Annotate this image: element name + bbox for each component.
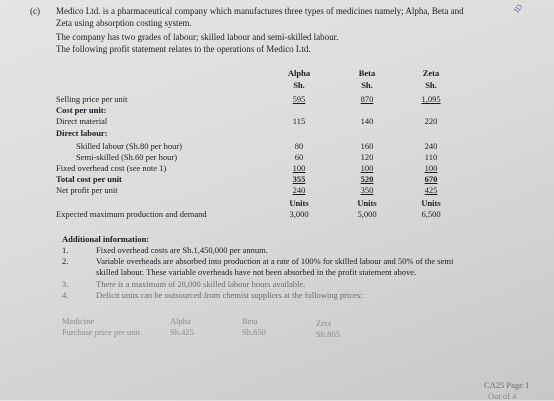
note-3-text: There is a maximum of 28,000 skilled labour hours available. <box>96 279 306 289</box>
purchase-zeta-price: Sh.805 <box>316 329 340 339</box>
cost-heading: Cost per unit: <box>56 105 107 115</box>
purchase-beta-price: Sh.650 <box>242 327 266 337</box>
purchase-medicine-label: Medicine <box>62 316 95 326</box>
fixed-overhead-beta: 100 <box>360 163 374 173</box>
direct-material-beta: 140 <box>360 116 374 126</box>
expected-zeta: 6,500 <box>421 209 441 219</box>
fixed-overhead-alpha: 100 <box>292 163 306 173</box>
note-2-number: 2. <box>62 256 69 266</box>
selling-price-label: Selling price per unit <box>56 94 128 104</box>
semi-skilled-alpha: 60 <box>294 152 304 162</box>
header-alpha-unit: Sh. <box>293 80 305 90</box>
total-cost-alpha: 355 <box>292 174 306 184</box>
net-profit-alpha: 240 <box>292 185 306 195</box>
net-profit-beta: 350 <box>360 185 374 195</box>
units-zeta: Units <box>421 198 441 208</box>
purchase-alpha-name: Alpha <box>170 316 191 326</box>
header-zeta: Zeta <box>422 68 440 78</box>
note-1-text: Fixed overhead costs are Sh.1,450,000 per annum. <box>96 245 268 255</box>
note-1-number: 1. <box>62 245 69 255</box>
units-alpha: Units <box>289 198 309 208</box>
total-cost-zeta: 670 <box>424 174 438 184</box>
expected-beta: 5,000 <box>357 209 377 219</box>
total-cost-beta: 520 <box>360 174 374 184</box>
question-label: (c) <box>30 6 40 16</box>
skilled-alpha: 80 <box>294 141 304 151</box>
note-4-number: 4. <box>62 290 69 300</box>
skilled-zeta: 240 <box>424 141 438 151</box>
skilled-label: Skilled labour (Sh.80 per hour) <box>76 141 182 151</box>
header-zeta-unit: Sh. <box>425 80 437 90</box>
expected-alpha: 3,000 <box>289 209 309 219</box>
net-profit-label: Net profit per unit <box>56 185 118 195</box>
semi-skilled-beta: 120 <box>360 152 374 162</box>
note-4-text: Deficit units can be outsourced from chemist suppliers at the following prices: <box>96 290 363 300</box>
semi-skilled-zeta: 110 <box>424 152 438 162</box>
intro-line-2: Zeta using absorption costing system. <box>56 18 192 28</box>
intro-line-4: The following profit statement relates to the operations of Medico Ltd. <box>56 44 311 54</box>
direct-labour-heading: Direct labour: <box>56 128 108 138</box>
selling-price-beta: 870 <box>360 94 374 104</box>
additional-heading: Additional information: <box>62 234 150 244</box>
purchase-beta-name: Beta <box>242 316 258 326</box>
net-profit-zeta: 425 <box>424 185 438 195</box>
intro-line-3: The company has two grades of labour; skilled labour and semi-skilled labour. <box>56 32 339 42</box>
note-2-text-line-1: Variable overheads are absorbed into production at a rate of 100% for skilled labour and 50% of the semi <box>96 256 454 266</box>
fixed-overhead-label: Fixed overhead cost (see note 1) <box>56 163 167 173</box>
footer-page: CA25 Page 1 <box>484 380 530 390</box>
header-beta: Beta <box>358 68 376 78</box>
semi-skilled-label: Semi-skilled (Sh.60 per hour) <box>76 152 178 162</box>
skilled-beta: 160 <box>360 141 374 151</box>
purchase-price-label: Purchase price per unit <box>62 327 141 337</box>
purchase-alpha-price: Sh.425 <box>170 327 194 337</box>
note-3-number: 3. <box>62 279 69 289</box>
total-cost-label: Total cost per unit <box>56 174 122 184</box>
expected-production-label: Expected maximum production and demand <box>56 209 207 219</box>
direct-material-alpha: 115 <box>292 116 306 126</box>
footer-out-of: Out of 4 <box>488 391 517 401</box>
note-2-text-line-2: skilled labour. These variable overheads have not been absorbed in the profit statement above. <box>96 267 417 277</box>
direct-material-label: Direct material <box>56 116 108 126</box>
fixed-overhead-zeta: 100 <box>424 163 438 173</box>
stamp-mark: ID <box>512 2 525 15</box>
intro-line-1: Medico Ltd. is a pharmaceutical company which manufactures three types of medicines namely; Alpha, Beta and <box>56 6 464 16</box>
selling-price-zeta: 1,095 <box>421 94 441 104</box>
selling-price-alpha: 595 <box>292 94 306 104</box>
header-beta-unit: Sh. <box>361 80 373 90</box>
purchase-zeta-name: Zeta <box>316 318 332 328</box>
header-alpha: Alpha <box>287 68 311 78</box>
units-beta: Units <box>357 198 377 208</box>
direct-material-zeta: 220 <box>424 116 438 126</box>
